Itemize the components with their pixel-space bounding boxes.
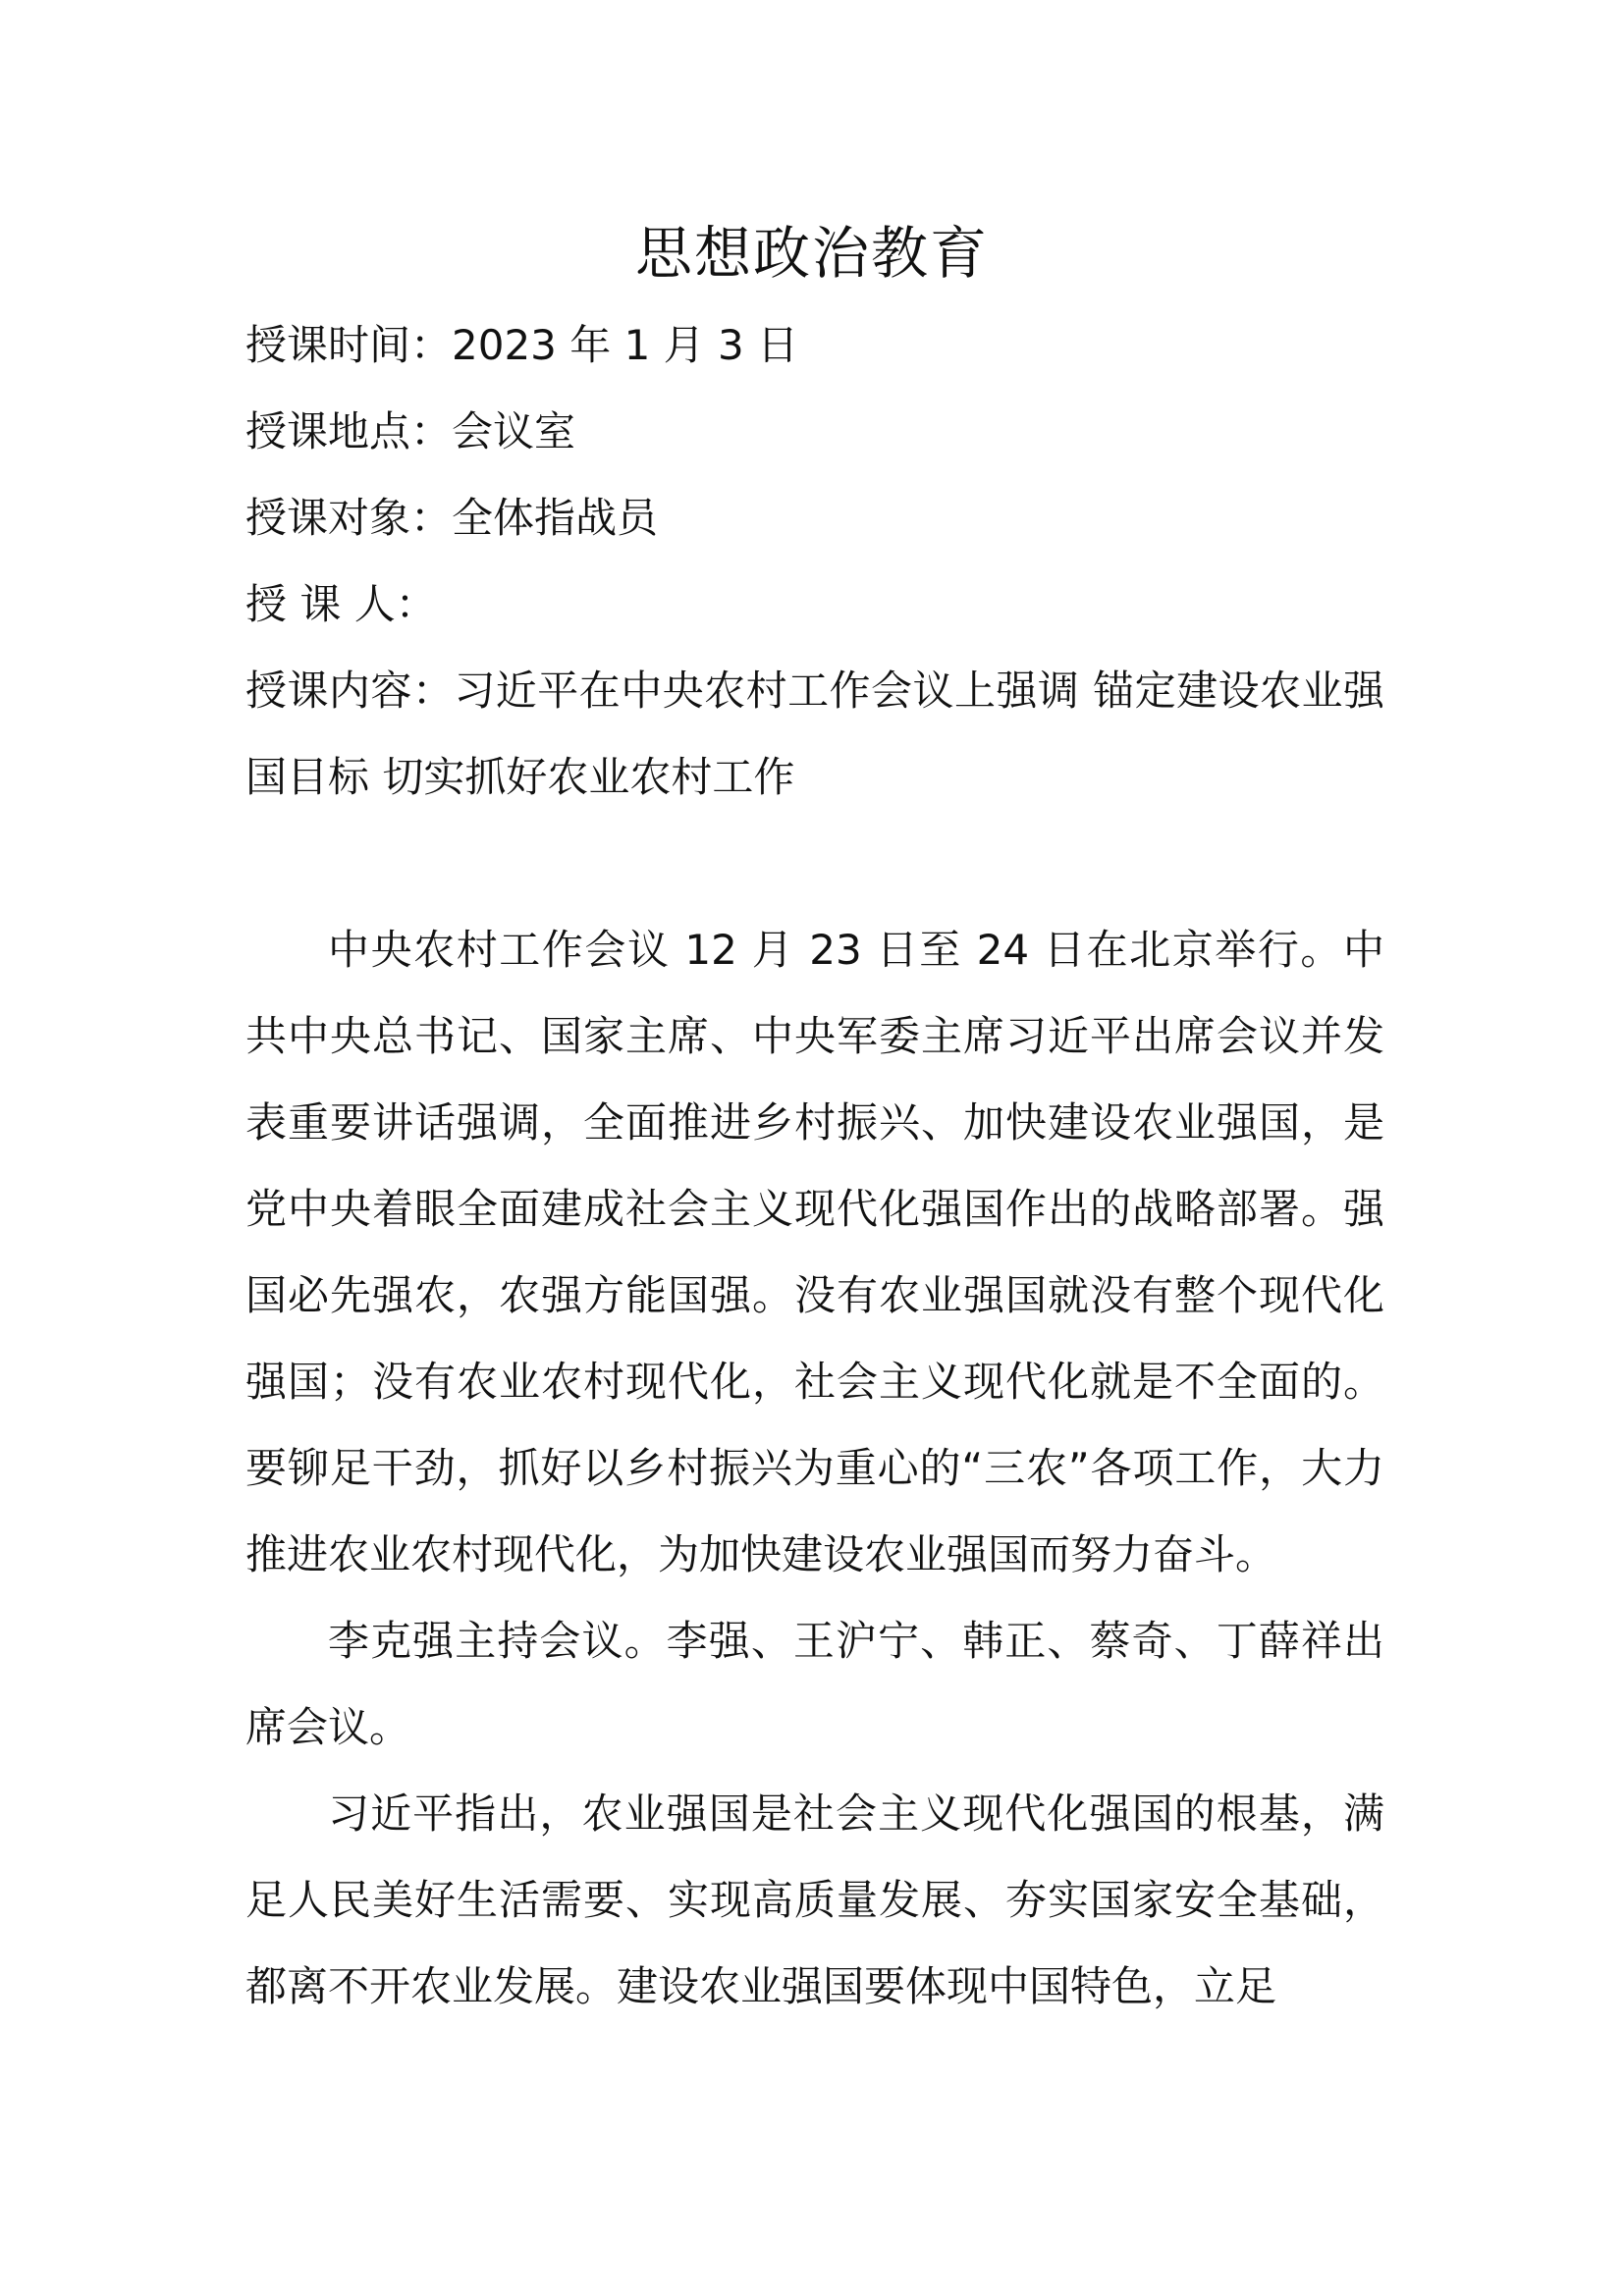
lecture-content-value: 习近平在中央农村工作会议上强调 锚定建设农业强国目标 切实抓好农业农村工作 — [245, 667, 1384, 801]
lecture-audience-label: 授课对象： — [245, 494, 453, 542]
body-paragraph: 中央农村工作会议 12 月 23 日至 24 日在北京举行。中共中央总书记、国家主席、中央军委主席习近平出席会议并发表重要讲话强调，全面推进乡村振兴、加快建设农业强国，是党中央着眼全面建成社会主义现代化强国作出的战略部署。强国必先强农，农强方能国强。没有农业强国就没有整个现代化强国；没有农业农村现代化，社会主义现代化就是不全面的。要铆足干劲，抓好以乡村振兴为重心的“三农”各项工作，大力推进农业农村现代化，为加快建设农业强国而努力奋斗。 — [245, 926, 1384, 1578]
document-title: 思想政治教育 — [634, 220, 989, 287]
lecture-audience-line — [245, 475, 1384, 561]
lecturer-label: 授 课 人： — [245, 580, 437, 628]
lecture-place-line — [245, 389, 1384, 475]
lecture-place-label: 授课地点： — [245, 407, 453, 455]
document-body — [245, 302, 1384, 2030]
body-paragraph: 李克强主持会议。李强、王沪宁、韩正、蔡奇、丁薛祥出席会议。 — [245, 1617, 1384, 1751]
lecture-time-line — [245, 302, 1384, 389]
lecture-time-value: 2023 年 1 月 3 日 — [452, 321, 799, 369]
lecture-content-line — [245, 648, 1384, 821]
blank-line — [245, 821, 1384, 907]
lecture-audience-value: 全体指战员 — [452, 494, 659, 542]
lecture-time-label: 授课时间： — [245, 321, 453, 369]
lecturer-line — [245, 561, 1384, 648]
lecture-place-value: 会议室 — [452, 407, 576, 455]
lecture-content-label: 授课内容： — [245, 667, 455, 715]
body-paragraph: 习近平指出，农业强国是社会主义现代化强国的根基，满足人民美好生活需要、实现高质量发展、夯实国家安全基础，都离不开农业发展。建设农业强国要体现中国特色，立足 — [245, 1789, 1384, 2010]
